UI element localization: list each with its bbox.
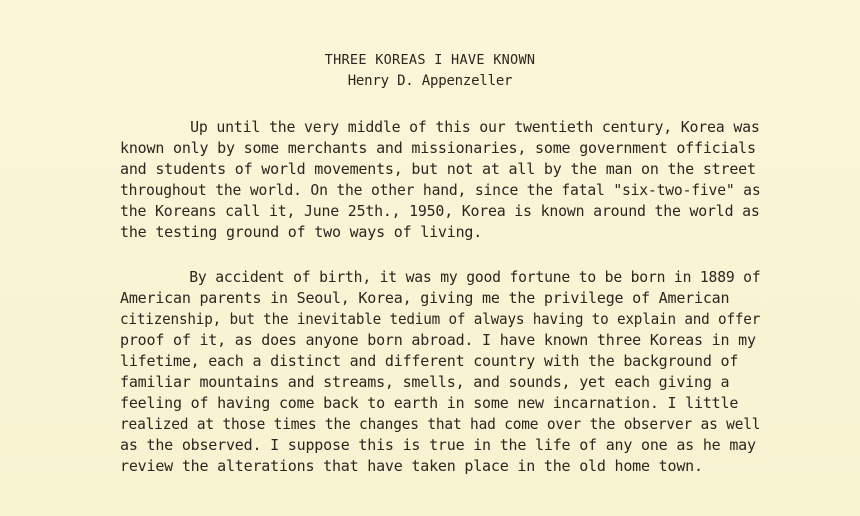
- paragraph-1-line: the Koreans call it, June 25th., 1950, Korea is known around the world as: [120, 202, 760, 220]
- paragraph-1-line: Up until the very middle of this our twentieth century, Korea was: [120, 118, 760, 136]
- paragraph-2-line: By accident of birth, it was my good fortune to be born in 1889 of: [120, 268, 761, 286]
- paragraph-1-line: the testing ground of two ways of living.: [120, 223, 483, 241]
- paragraph-2-line: feeling of having come back to earth in some new incarnation. I little: [120, 394, 739, 412]
- paragraph-2-line: lifetime, each a distinct and different country with the background of: [120, 352, 739, 370]
- paragraph-1-line: and students of world movements, but not at all by the man on the street: [120, 160, 756, 178]
- paragraph-2-line: proof of it, as does anyone born abroad. I have known three Koreas in my: [120, 331, 756, 349]
- paragraph-1-line: known only by some merchants and missionaries, some government officials: [120, 139, 756, 157]
- paragraph-2-line: American parents in Seoul, Korea, giving me the privilege of American: [120, 289, 730, 307]
- paragraph-1-line: throughout the world. On the other hand, since the fatal "six-two-five" as: [120, 181, 761, 199]
- document-author: Henry D. Appenzeller: [347, 73, 513, 89]
- document-title: THREE KOREAS I HAVE KNOWN: [324, 52, 536, 68]
- paragraph-2-line: realized at those times the changes that had come over the observer as well: [120, 415, 761, 433]
- paragraph-2-line: familiar mountains and streams, smells, and sounds, yet each giving a: [120, 373, 730, 391]
- paragraph-2-line: review the alterations that have taken place in the old home town.: [120, 457, 703, 475]
- paragraph-2-line: as the observed. I suppose this is true in the life of any one as he may: [120, 436, 756, 454]
- paragraph-2-line: citizenship, but the inevitable tedium of always having to explain and offer: [120, 310, 761, 328]
